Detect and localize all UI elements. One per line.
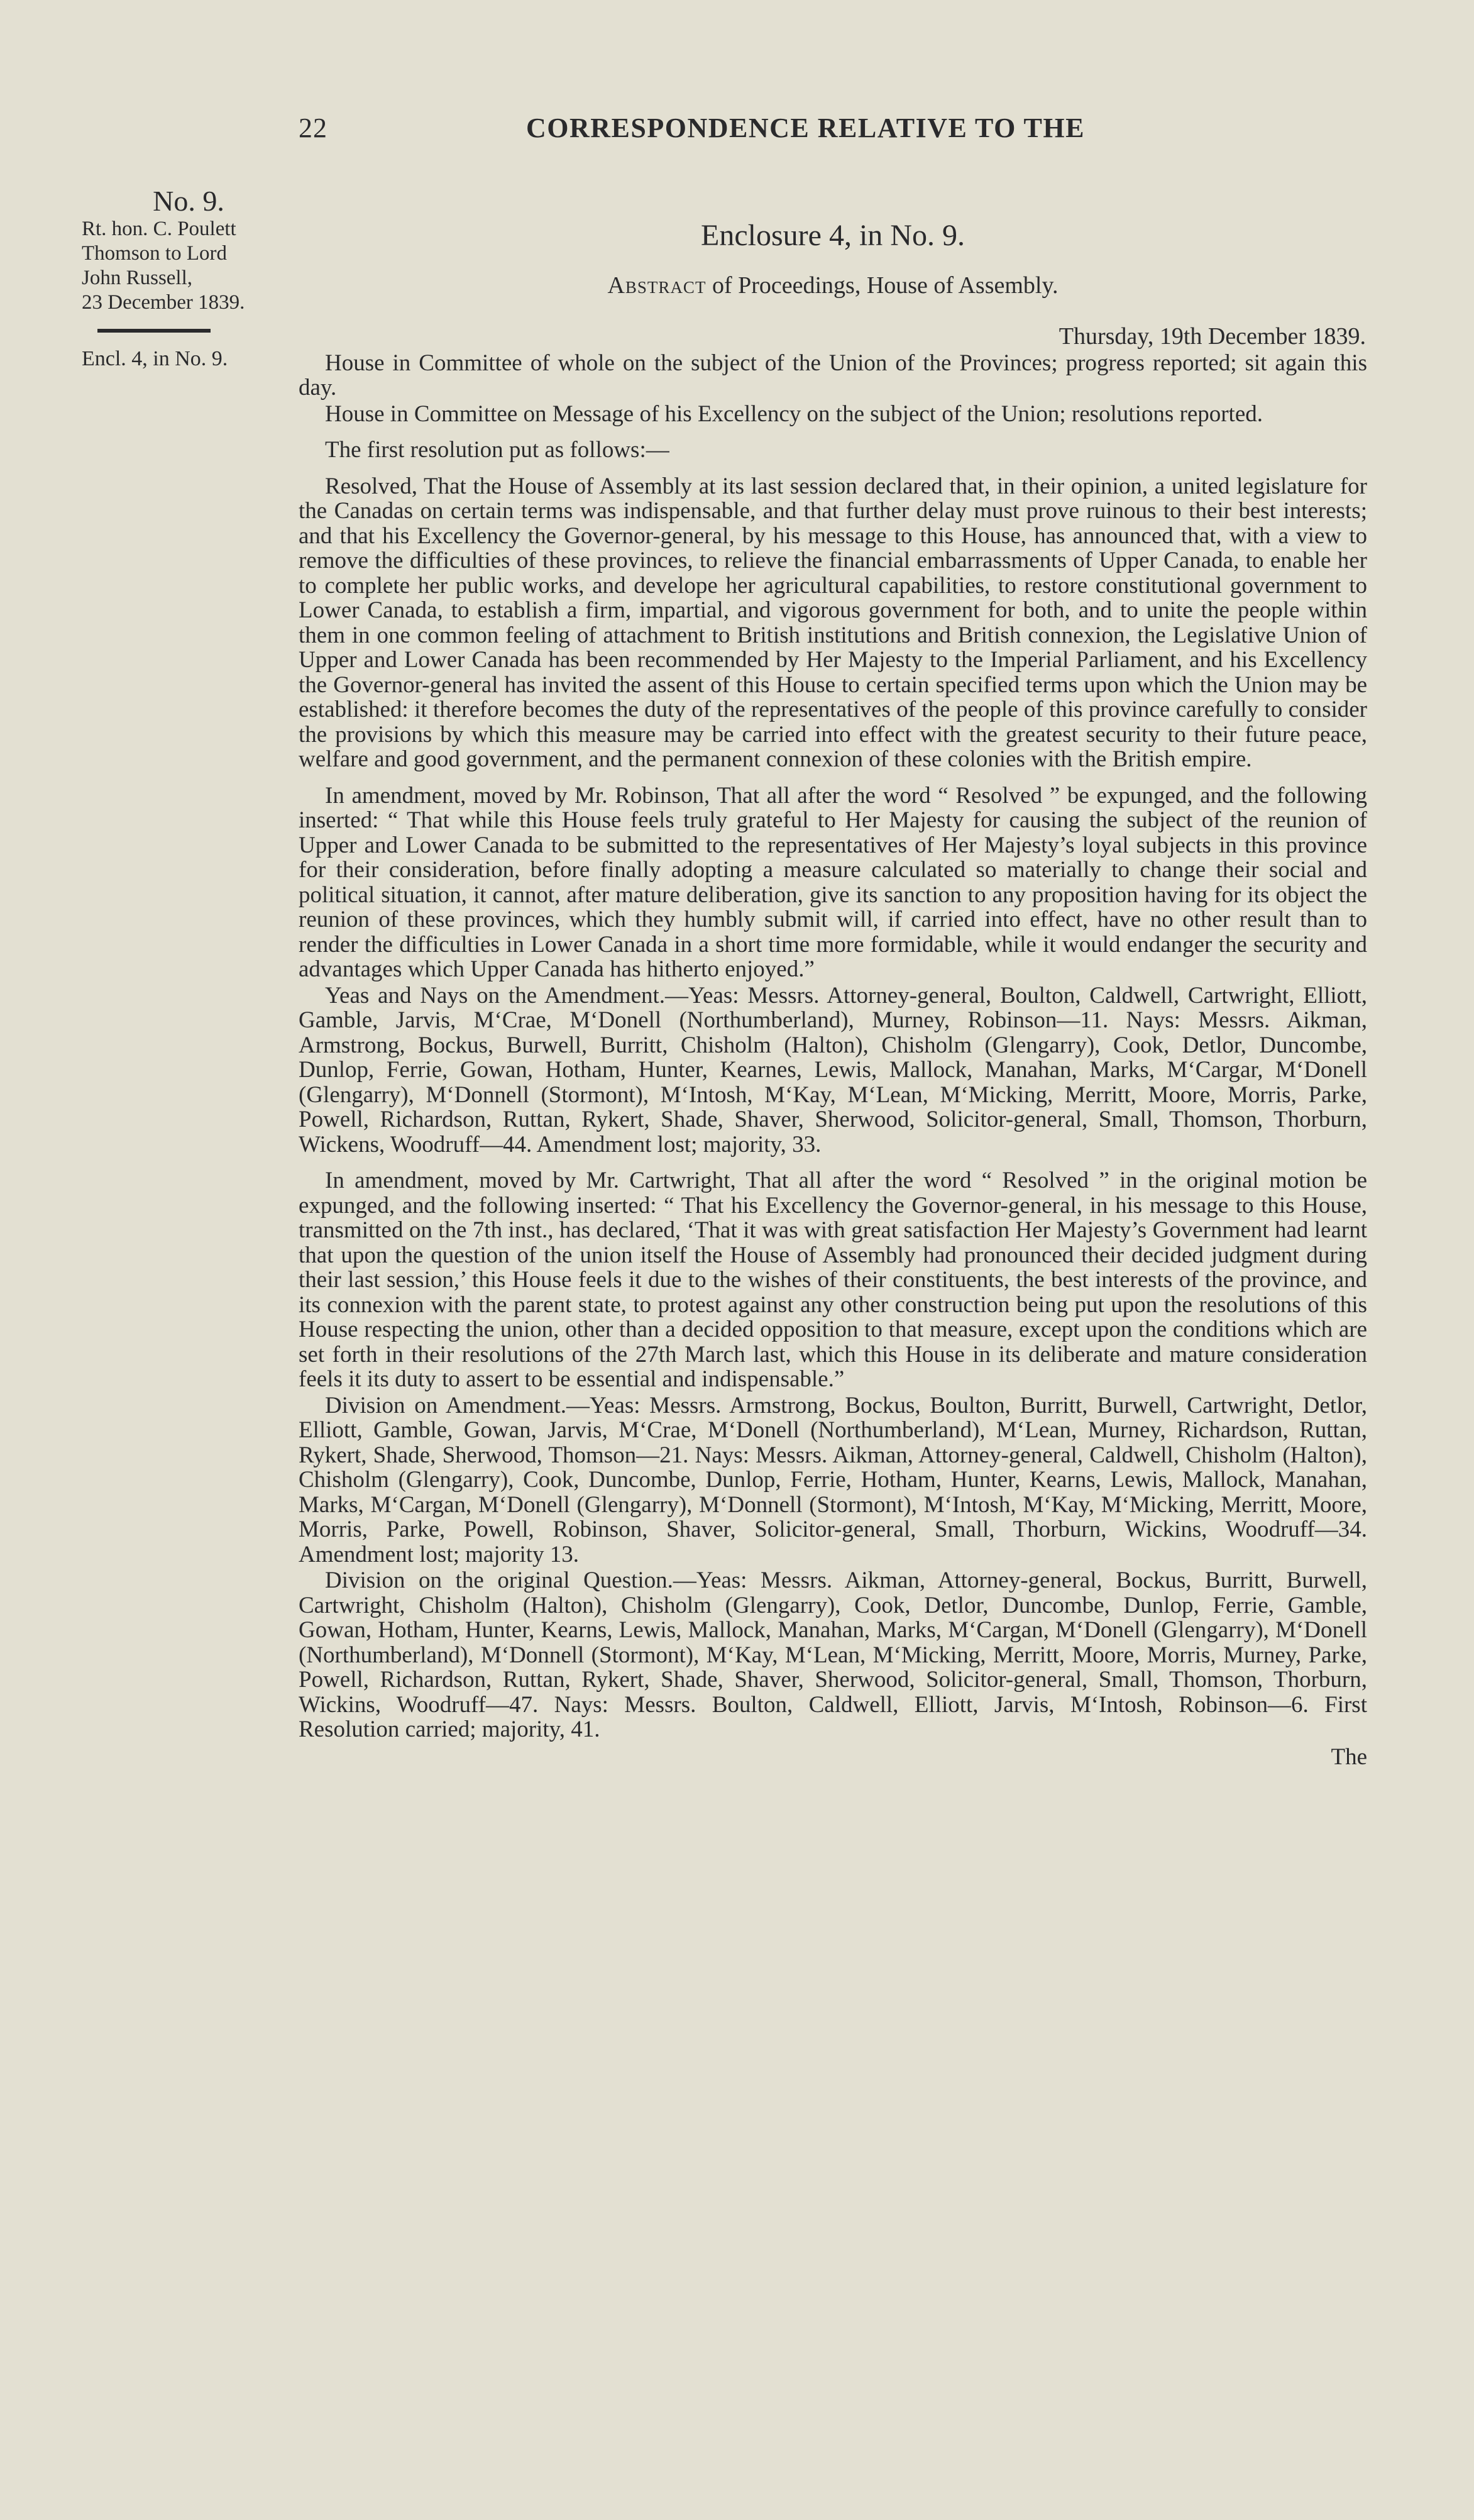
margin-line-2: Thomson to Lord (82, 242, 227, 265)
date-line: Thursday, 19th December 1839. (1059, 323, 1366, 350)
margin-line-4: 23 December 1839. (82, 291, 245, 314)
margin-enclosure: Encl. 4, in No. 9. (82, 347, 228, 370)
margin-line-3: John Russell, (82, 267, 193, 289)
paragraph: Resolved, That the House of Assembly at its last session declared that, in their opinion, a united legislature for the Canadas on certain terms was indispensable, and that further delay must prove ruinous to their best interests; and that his Excellency the Governor-general, by his message to this House, has announced that, with a view to remove the difficulties of these provinces, to relieve the financial embarrassments of Upper Canada, to enable her to complete her public works, and develope her agricultural capabilities, to restore constitutional government to Lower Canada, to establish a firm, impartial, and vigorous government for both, and to unite the people within them in one common feeling of attachment to British institutions and British connexion, the Legislative Union of Upper and Lower Canada has been recommended by Her Majesty to the Imperial Parliament, and his Excellency the Governor-general has invited the assent of this House to certain specified terms upon which the Union may be established: it therefore becomes the duty of the representatives of the people of this province carefully to consider the provisions by which this measure may be carried into effect with the greatest security to their future peace, welfare and good government, and the permanent connexion of these colonies with the British empire. (299, 473, 1367, 772)
paragraph: House in Committee on Message of his Excellency on the subject of the Union; resolutions reported. (325, 401, 1263, 427)
margin-line-1: Rt. hon. C. Poulett (82, 218, 236, 240)
margin-number: No. 9. (153, 185, 224, 217)
paragraph: House in Committee of whole on the subject of the Union of the Provinces; progress reported; sit again this day. (299, 350, 1367, 401)
paragraph: In amendment, moved by Mr. Cartwright, That all after the word “ Resolved ” in the original motion be expunged, and the following inserted: “ That his Excellency the Governor-general, in his message to this House, transmitted on the 7th inst., has declared, ‘That it was with great satisfaction Her Majesty’s Government had learnt that upon the question of the union itself the House of Assembly had pronounced their decided judgment during their last session,’ this House feels it due to the wishes of their constituents, the best interests of the province, and its connexion with the parent state, to protest against any other construction being put upon the resolutions of this House respecting the union, other than a decided opposition to that measure, except upon the conditions which are set forth in their resolutions of the 27th March last, which this House in its deliberate and mature consideration feels it its duty to assert to be essential and indispensable.” (299, 1168, 1367, 1392)
paragraph: In amendment, moved by Mr. Robinson, That all after the word “ Resolved ” be expunged, and the following inserted: “ That while this House feels truly grateful to Her Majesty for causing the subject of the reunion of Upper and Lower Canada to be submitted to the representatives of Her Majesty’s loyal subjects in this province for their consideration, before finally adopting a measure calculated so materially to change their social and political situation, it cannot, after mature deliberation, give its sanction to any proposition having for its object the reunion of these provinces, which they humbly submit will, if carried into effect, have no other result than to render the difficulties in Lower Canada in a short time more formidable, while it would endanger the security and advantages which Upper Canada has hitherto enjoyed.” (299, 782, 1367, 982)
enclosure-heading: Enclosure 4, in No. 9. (701, 219, 965, 252)
margin-rule (97, 329, 211, 333)
page-number: 22 (299, 113, 327, 143)
paragraph: Division on Amendment.—Yeas: Messrs. Armstrong, Bockus, Boulton, Burritt, Burwell, Cartwright, Detlor, Elliott, Gamble, Gowan, Jarvis, M‘Crae, M‘Donell (Northumberland), M‘Lean, Murney, Richardson, Ruttan, Rykert, Shade, Sherwood, Thomson—21. Nays: Messrs. Aikman, Attorney-general, Caldwell, Chisholm (Halton), Chisholm (Glengarry), Cook, Duncombe, Dunlop, Ferrie, Hotham, Hunter, Kearns, Lewis, Mallock, Manahan, Marks, M‘Cargan, M‘Donell (Glengarry), M‘Donnell (Stormont), M‘Intosh, M‘Kay, M‘Micking, Merritt, Moore, Morris, Parke, Powell, Robinson, Shaver, Solicitor-general, Small, Thorburn, Wickins, Woodruff—34. Amendment lost; majority 13. (299, 1392, 1367, 1567)
paragraph: Division on the original Question.—Yeas: Messrs. Aikman, Attorney-general, Bockus, Burritt, Burwell, Cartwright, Chisholm (Halton), Chisholm (Glengarry), Cook, Detlor, Duncombe, Dunlop, Ferrie, Gamble, Gowan, Hotham, Hunter, Kearns, Lewis, Mallock, Manahan, Marks, M‘Cargan, M‘Donell (Glengarry), M‘Donell (Northumberland), M‘Donnell (Stormont), M‘Kay, M‘Lean, M‘Micking, Merritt, Moore, Morris, Murney, Parke, Powell, Richardson, Ruttan, Rykert, Shade, Shaver, Sherwood, Solicitor-general, Small, Thomson, Thorburn, Wickins, Woodruff—47. Nays: Messrs. Boulton, Caldwell, Elliott, Jarvis, M‘Intosh, Robinson—6. First Resolution carried; majority, 41. (299, 1567, 1367, 1742)
abstract-rest: of Proceedings, House of Assembly. (712, 272, 1059, 299)
main-content (299, 219, 1367, 1770)
abstract-heading (299, 274, 1367, 299)
catchword: The (1331, 1744, 1367, 1770)
paragraph: Yeas and Nays on the Amendment.—Yeas: Messrs. Attorney-general, Boulton, Caldwell, Cartwright, Elliott, Gamble, Jarvis, M‘Crae, M‘Donell (Northumberland), Murney, Robinson—11. Nays: Messrs. Aikman, Armstrong, Bockus, Burwell, Burritt, Chisholm (Halton), Chisholm (Glengarry), Cook, Detlor, Duncombe, Dunlop, Ferrie, Gowan, Hotham, Hunter, Kearnes, Lewis, Mallock, Manahan, Marks, M‘Cargar, M‘Donell (Glengarry), M‘Donnell (Stormont), M‘Intosh, M‘Kay, M‘Lean, M‘Micking, Merritt, Moore, Morris, Parke, Powell, Richardson, Ruttan, Rykert, Shade, Shaver, Sherwood, Solicitor-general, Small, Thomson, Thorburn, Wickens, Woodruff—44. Amendment lost; majority, 33. (299, 982, 1367, 1158)
paragraph: The first resolution put as follows:— (325, 437, 669, 463)
abstract-word: Abstract (607, 272, 707, 299)
running-title: CORRESPONDENCE RELATIVE TO THE (526, 113, 1085, 143)
margin-note (82, 185, 295, 371)
